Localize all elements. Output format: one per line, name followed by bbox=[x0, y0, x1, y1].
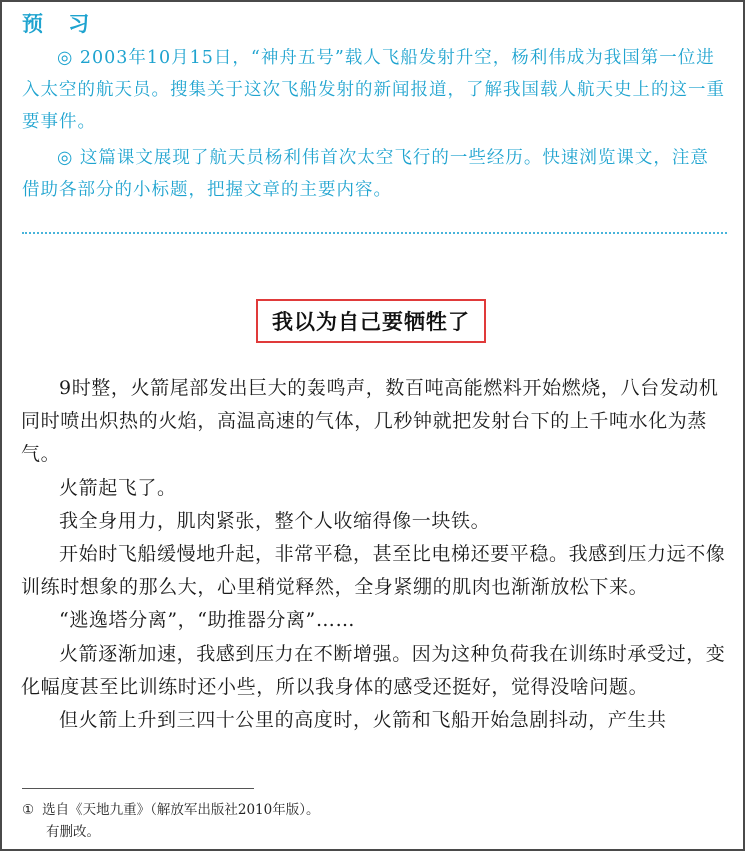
footnote-line-2: 有删改。 bbox=[46, 824, 100, 840]
body-text bbox=[21, 372, 731, 737]
body-paragraph-5: “逃逸塔分离”，“助推器分离”…… bbox=[59, 609, 356, 632]
footnote-rule bbox=[22, 788, 254, 789]
body-paragraph-6: 火箭逐渐加速，我感到压力在不断增强。因为这种负荷我在训练时承受过，变化幅度甚至比训练时还小些，所以我身体的感受还挺好，觉得没啥问题。 bbox=[21, 642, 726, 698]
highlighted-heading-box bbox=[256, 299, 486, 343]
body-paragraph-7: 但火箭上升到三四十公里的高度时，火箭和飞船开始急剧抖动，产生共 bbox=[59, 709, 667, 732]
dotted-divider bbox=[22, 232, 727, 234]
footnote-line-1 bbox=[22, 799, 722, 821]
preview-title: 预 习 bbox=[22, 12, 99, 36]
body-paragraph-3: 我全身用力，肌肉紧张，整个人收缩得像一块铁。 bbox=[59, 509, 491, 532]
preview-paragraph-1: ◎ 2003年10月15日，“神舟五号”载人飞船发射升空，杨利伟成为我国第一位进入太空的航天员。搜集关于这次飞船发射的新闻报道，了解我国载人航天史上的这一重要事件。 bbox=[22, 48, 725, 132]
section-heading: 我以为自己要牺牲了 bbox=[272, 310, 470, 334]
body-paragraph-1: 9时整，火箭尾部发出巨大的轰鸣声，数百吨高能燃料开始燃烧，八台发动机同时喷出炽热的火焰，高温高速的气体，几秒钟就把发射台下的上千吨水化为蒸气。 bbox=[21, 377, 719, 466]
footnote-marker: ① bbox=[22, 802, 35, 818]
body-paragraph-4: 开始时飞船缓慢地升起，非常平稳，甚至比电梯还要平稳。我感到压力远不像训练时想象的那么大，心里稍觉释然，全身紧绷的肌肉也渐渐放松下来。 bbox=[21, 543, 726, 599]
footnote-source: 选自《天地九重》（解放军出版社2010年版）。 bbox=[42, 802, 320, 818]
body-paragraph-2: 火箭起飞了。 bbox=[59, 476, 177, 499]
preview-section bbox=[22, 10, 727, 210]
footnote bbox=[22, 799, 722, 843]
preview-paragraph-2: ◎ 这篇课文展现了航天员杨利伟首次太空飞行的一些经历。快速浏览课文，注意借助各部分的小标题，把握文章的主要内容。 bbox=[22, 148, 709, 200]
